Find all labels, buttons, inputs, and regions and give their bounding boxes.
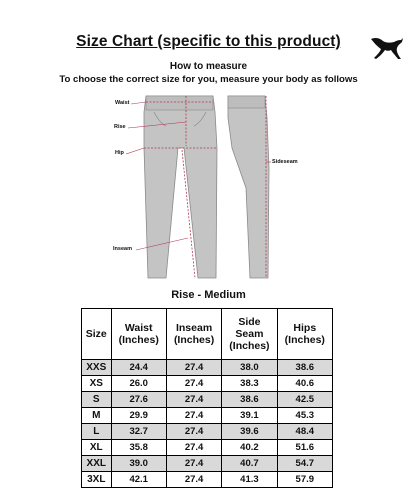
waist-cell: 32.7 — [111, 424, 166, 440]
side-seam-cell: 38.6 — [222, 392, 277, 408]
measure-instructions: To choose the correct size for you, measure your body as follows — [59, 74, 358, 85]
hip-label: Hip — [115, 150, 124, 156]
sideseam-label: Sideseam — [272, 159, 298, 165]
size-table-header — [82, 309, 333, 360]
inseam-cell: 27.4 — [166, 408, 221, 424]
side-seam-cell: 39.6 — [222, 424, 277, 440]
table-row — [82, 408, 333, 424]
inseam-cell: 27.4 — [166, 360, 221, 376]
size-cell: XXL — [82, 456, 112, 472]
page-title: Size Chart (specific to this product) — [76, 33, 341, 50]
table-row — [82, 360, 333, 376]
size-cell: XL — [82, 440, 112, 456]
header-waist: Waist (Inches) — [111, 309, 166, 360]
table-row — [82, 424, 333, 440]
table-row — [82, 376, 333, 392]
rise-label-heading: Rise - Medium — [171, 289, 246, 301]
header-size: Size — [82, 309, 112, 360]
puma-logo-icon — [370, 35, 404, 61]
table-row — [82, 440, 333, 456]
size-cell: XS — [82, 376, 112, 392]
hips-cell: 54.7 — [277, 456, 332, 472]
inseam-cell: 27.4 — [166, 392, 221, 408]
size-cell: 3XL — [82, 472, 112, 488]
header-inseam: Inseam (Inches) — [166, 309, 221, 360]
table-row — [82, 456, 333, 472]
size-cell: S — [82, 392, 112, 408]
inseam-cell: 27.4 — [166, 456, 221, 472]
side-seam-cell: 40.2 — [222, 440, 277, 456]
hips-cell: 45.3 — [277, 408, 332, 424]
hips-cell: 57.9 — [277, 472, 332, 488]
waist-cell: 35.8 — [111, 440, 166, 456]
hips-cell: 40.6 — [277, 376, 332, 392]
side-seam-cell: 41.3 — [222, 472, 277, 488]
waist-cell: 42.1 — [111, 472, 166, 488]
side-seam-cell: 40.7 — [222, 456, 277, 472]
waist-label: Waist — [115, 100, 130, 106]
header-hips: Hips (Inches) — [277, 309, 332, 360]
hips-cell: 51.6 — [277, 440, 332, 456]
header-side-seam: Side Seam (Inches) — [222, 309, 277, 360]
inseam-cell: 27.4 — [166, 424, 221, 440]
size-table — [81, 308, 333, 488]
inseam-cell: 27.4 — [166, 472, 221, 488]
waist-cell: 27.6 — [111, 392, 166, 408]
waist-cell: 29.9 — [111, 408, 166, 424]
pants-diagram — [100, 88, 340, 288]
side-seam-cell: 38.0 — [222, 360, 277, 376]
size-cell: L — [82, 424, 112, 440]
hips-cell: 48.4 — [277, 424, 332, 440]
hips-cell: 42.5 — [277, 392, 332, 408]
size-cell: XXS — [82, 360, 112, 376]
waist-cell: 39.0 — [111, 456, 166, 472]
rise-label: Rise — [114, 124, 126, 130]
side-seam-cell: 39.1 — [222, 408, 277, 424]
waist-cell: 26.0 — [111, 376, 166, 392]
size-cell: M — [82, 408, 112, 424]
hips-cell: 38.6 — [277, 360, 332, 376]
table-row — [82, 392, 333, 408]
inseam-label: Inseam — [113, 246, 132, 252]
side-seam-cell: 38.3 — [222, 376, 277, 392]
inseam-cell: 27.4 — [166, 376, 221, 392]
how-to-measure-heading: How to measure — [169, 61, 248, 72]
waist-cell: 24.4 — [111, 360, 166, 376]
table-row — [82, 472, 333, 488]
inseam-cell: 27.4 — [166, 440, 221, 456]
